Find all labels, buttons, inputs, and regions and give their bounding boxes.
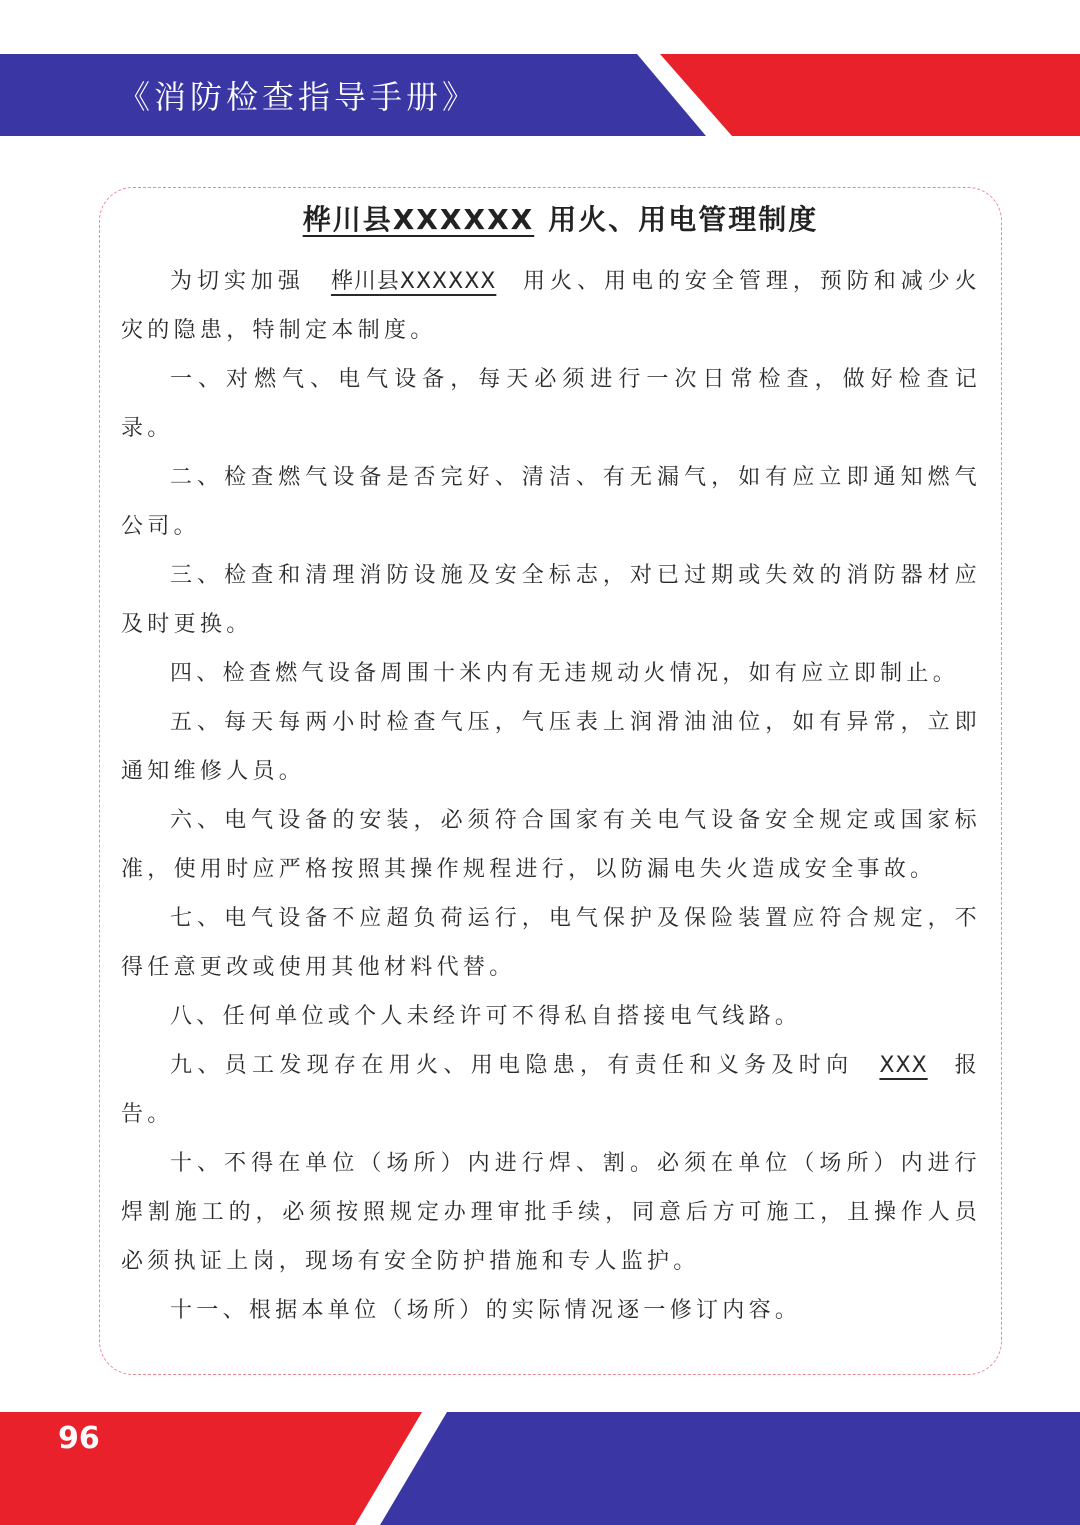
page-number: 96 xyxy=(58,1424,100,1450)
document-body xyxy=(121,257,981,1335)
rule-item-3: 三、检查和清理消防设施及安全标志，对已过期或失效的消防器材应及时更换。 xyxy=(121,563,981,637)
rule-item-11: 十一、根据本单位（场所）的实际情况逐一修订内容。 xyxy=(170,1298,802,1323)
rule-item-5: 五、每天每两小时检查气压，气压表上润滑油油位，如有异常，立即通知维修人员。 xyxy=(121,710,981,784)
rule-item-8: 八、任何单位或个人未经许可不得私自搭接电气线路。 xyxy=(170,1004,802,1029)
header-band xyxy=(0,0,1080,140)
report-to-blank: XXX xyxy=(879,1053,928,1078)
intro-unit-blank: 桦川县XXXXXX xyxy=(330,269,497,294)
rule-item-4: 四、检查燃气设备周围十米内有无违规动火情况，如有应立即制止。 xyxy=(170,661,960,686)
rule-item-1: 一、对燃气、电气设备，每天必须进行一次日常检查，做好检查记录。 xyxy=(121,367,981,441)
footer-blue-shape xyxy=(380,1412,1080,1525)
footer-band xyxy=(0,1412,1080,1525)
rule-item-10: 十、不得在单位（场所）内进行焊、割。必须在单位（场所）内进行焊割施工的，必须按照规定办理审批手续，同意后方可施工，且操作人员必须执证上岗，现场有安全防护措施和专人监护。 xyxy=(121,1151,981,1274)
title-unit-blank: 桦川县XXXXXX xyxy=(302,203,535,236)
rule-item-9: 九、员工发现存在用火、用电隐患，有责任和义务及时向 XXX 报告。 xyxy=(121,1041,981,1139)
document-title xyxy=(99,198,1002,238)
manual-title: 《消防检查指导手册》 xyxy=(118,78,479,116)
header-red-shape xyxy=(660,54,1080,136)
title-suffix: 用火、用电管理制度 xyxy=(548,203,819,236)
rule-item-6: 六、电气设备的安装，必须符合国家有关电气设备安全规定或国家标准，使用时应严格按照其操作规程进行，以防漏电失火造成安全事故。 xyxy=(121,808,981,882)
intro-paragraph: 为切实加强 桦川县XXXXXX 用火、用电的安全管理，预防和减少火灾的隐患，特制定本制度。 xyxy=(121,257,981,355)
rule-item-2: 二、检查燃气设备是否完好、清洁、有无漏气，如有应立即通知燃气公司。 xyxy=(121,465,981,539)
rule-item-7: 七、电气设备不应超负荷运行，电气保护及保险装置应符合规定，不得任意更改或使用其他材料代替。 xyxy=(121,906,981,980)
